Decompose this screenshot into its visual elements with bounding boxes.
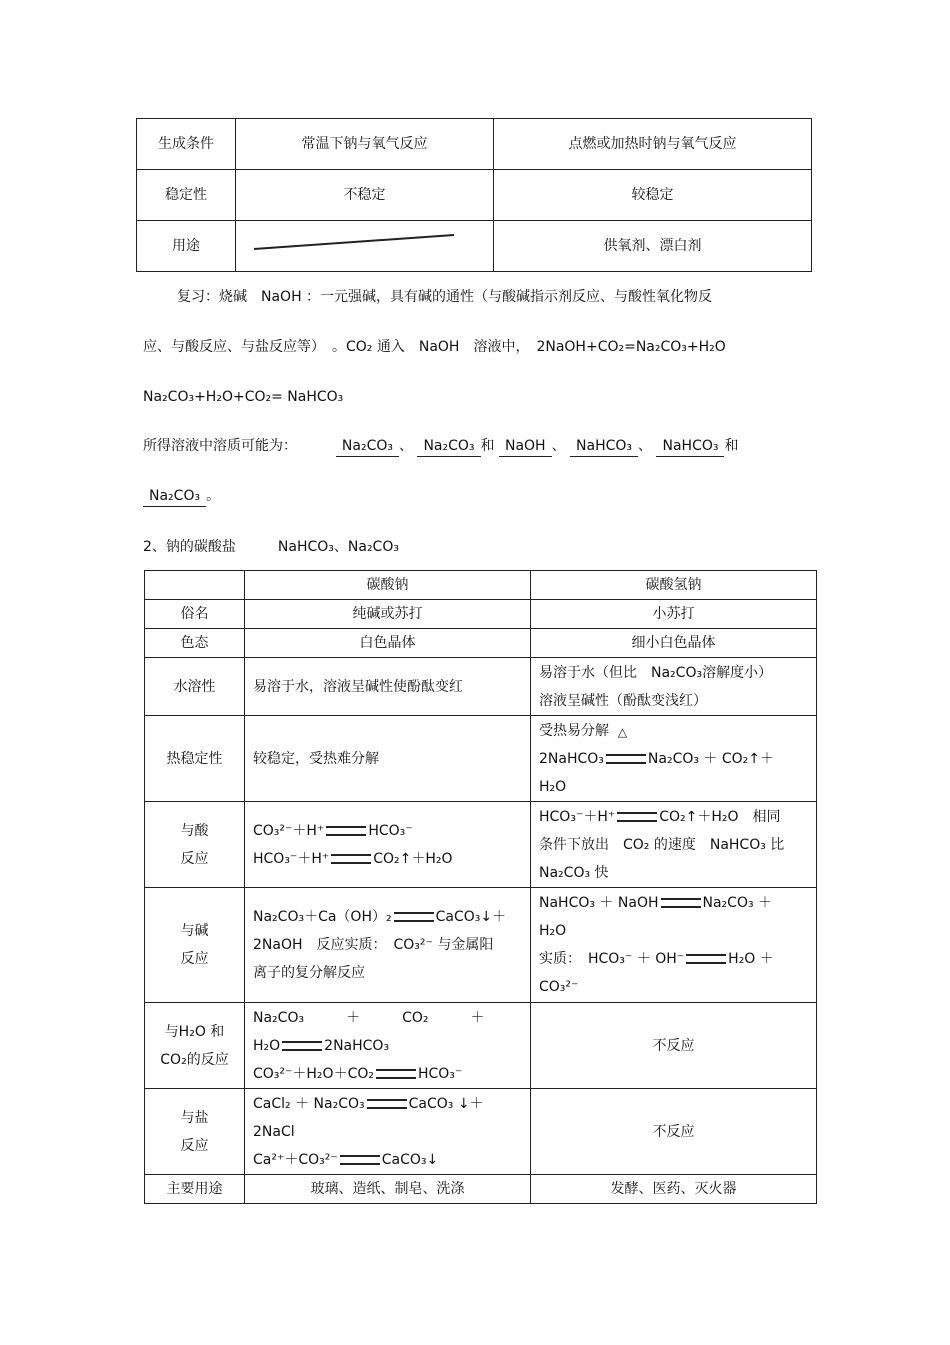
table-row: [145, 600, 817, 629]
table-row: [145, 802, 817, 888]
equation-part: NaHCO₃ ＋ NaOH: [539, 895, 659, 911]
row-label: [145, 888, 245, 1003]
table-row: [145, 1089, 817, 1175]
cell-line: H₂O: [539, 778, 567, 795]
cell: [531, 802, 817, 888]
equation-part: CO₂↑＋H₂O 相同: [659, 808, 781, 825]
equation-part: Na₂CO₃＋Ca（OH）₂: [253, 909, 392, 925]
cell-line: 易溶于水（但比 Na₂CO₃溶解度小）: [539, 664, 773, 681]
row-label: 俗名: [145, 600, 245, 629]
separator: 和: [480, 438, 495, 454]
solutes-line-2: [143, 486, 220, 507]
cell-line: 受热易分解: [539, 722, 609, 739]
column-header: 碳酸氢钠: [531, 571, 817, 600]
separator: 和: [724, 438, 739, 454]
strike-line: [244, 229, 464, 253]
cell: 发酵、医药、灭火器: [531, 1175, 817, 1204]
cell-line: [253, 1032, 522, 1060]
equation-part: Ca²⁺＋CO₃²⁻: [253, 1151, 338, 1168]
equals-sign: [376, 1069, 416, 1079]
label-line: 反应: [180, 850, 209, 867]
cell-line: [539, 945, 808, 973]
separator: 、: [398, 438, 413, 454]
solute-answer: Na₂CO₃: [417, 436, 480, 457]
corner-cell: [145, 571, 245, 600]
row-label: 水溶性: [145, 658, 245, 716]
cell-line: [253, 1146, 522, 1174]
cell-line: [253, 845, 522, 873]
equation-part: CaCl₂ ＋ Na₂CO₃: [253, 1095, 365, 1112]
column-header: 碳酸钠: [245, 571, 531, 600]
cell-line: [253, 1090, 522, 1118]
solute-answer: NaHCO₃: [570, 436, 638, 457]
cell-line: 2NaCl: [253, 1123, 295, 1140]
equation-part: CaCO₃ ↓＋: [408, 1095, 484, 1112]
solute-answer: NaHCO₃: [656, 436, 724, 457]
label-line: 与盐: [180, 1109, 209, 1126]
cell-line: CO₃²⁻: [539, 979, 579, 995]
row-label: [145, 1003, 245, 1089]
equation-part: HCO₃⁻＋H⁺: [539, 808, 616, 825]
row-label: 稳定性: [137, 170, 236, 221]
cell: 不稳定: [236, 170, 494, 221]
equals-sign: [686, 954, 726, 964]
row-label: [145, 1089, 245, 1175]
equation-part: HCO₃⁻: [368, 822, 413, 839]
cell-line: [539, 889, 808, 917]
cell: [245, 1003, 531, 1089]
table-row: [145, 1175, 817, 1204]
cell: 较稳定: [494, 170, 812, 221]
equation-part: HCO₃⁻＋H⁺: [253, 850, 330, 867]
cell-line: 2NaOH 反应实质： CO₃²⁻ 与金属阳: [253, 937, 494, 953]
table-row: [145, 571, 817, 600]
label-line: 与H₂O 和: [164, 1023, 225, 1040]
separator: 。: [206, 488, 221, 504]
cell: 玻璃、造纸、制皂、洗涤: [245, 1175, 531, 1204]
cell: [531, 716, 817, 802]
cell: 供氧剂、漂白剂: [494, 221, 812, 272]
equals-sign: [617, 812, 657, 822]
cell: 点燃或加热时钠与氧气反应: [494, 119, 812, 170]
separator: 、: [551, 438, 566, 454]
equals-sign: [661, 898, 701, 908]
cell-line: H₂O: [539, 923, 567, 939]
table-row: [137, 170, 812, 221]
heat-condition: [604, 724, 648, 773]
cell-line: [253, 1060, 522, 1088]
cell-line: Na₂CO₃ ＋ CO₂ ＋: [253, 1009, 485, 1026]
equals-sign: [367, 1099, 407, 1109]
equals-sign: [340, 1155, 380, 1165]
row-label: 热稳定性: [145, 716, 245, 802]
cell: 细小白色晶体: [531, 629, 817, 658]
table-row: [137, 221, 812, 272]
cell: 纯碱或苏打: [245, 600, 531, 629]
cell: [245, 1089, 531, 1175]
cell: 常温下钠与氧气反应: [236, 119, 494, 170]
cell: 白色晶体: [245, 629, 531, 658]
equation-part: HCO₃⁻: [417, 1065, 463, 1082]
cell: [245, 802, 531, 888]
label-line: CO₂的反应: [160, 1051, 229, 1068]
table-row: [137, 119, 812, 170]
solutes-line: [143, 436, 738, 457]
cell: 较稳定，受热难分解: [245, 716, 531, 802]
equation-part: CaCO₃↓: [381, 1151, 439, 1168]
row-label: 生成条件: [137, 119, 236, 170]
delta-icon: △: [617, 724, 628, 739]
section-title: 2、钠的碳酸盐 NaHCO₃、Na₂CO₃: [143, 539, 399, 555]
equation-part: H₂O: [253, 1037, 281, 1054]
row-label: 用途: [137, 221, 236, 272]
solute-answer: NaOH: [499, 436, 552, 457]
table-row: [145, 888, 817, 1003]
strike-cell: [236, 221, 494, 272]
cell: [245, 888, 531, 1003]
solutes-label: 所得溶液中溶质可能为：: [143, 438, 297, 454]
review-line-1: 复习：烧碱 NaOH ：一元强碱，具有碱的通性（与酸碱指示剂反应、与酸性氧化物反: [177, 289, 713, 305]
cell-line: 离子的复分解反应: [253, 965, 365, 981]
label-line: 反应: [180, 1137, 209, 1154]
peroxide-table: [136, 118, 812, 272]
solute-answer: Na₂CO₃: [336, 436, 399, 457]
cell: [531, 888, 817, 1003]
table-row: [145, 716, 817, 802]
label-line: 与酸: [180, 822, 209, 839]
equals-sign: [331, 854, 371, 864]
label-line: 与碱: [180, 923, 209, 939]
row-label: 色态: [145, 629, 245, 658]
equals-sign: [282, 1041, 322, 1051]
carbonate-table: [144, 570, 817, 1204]
equation-part: CO₃²⁻＋H₂O＋CO₂: [253, 1065, 374, 1082]
equation-part: 2NaHCO₃: [539, 750, 604, 767]
equation-part: Na₂CO₃ ＋: [702, 895, 773, 911]
cell-line: [253, 817, 522, 845]
cell: 不反应: [531, 1003, 817, 1089]
table-row: [145, 658, 817, 716]
equation-part: 2NaHCO₃: [324, 1037, 390, 1054]
separator: 、: [638, 438, 653, 454]
solute-answer: Na₂CO₃: [143, 486, 206, 507]
equals-sign: [326, 826, 366, 836]
cell-line: 条件下放出 CO₂ 的速度 NaHCO₃ 比: [539, 836, 785, 853]
equation-part: CO₃²⁻＋H⁺: [253, 822, 325, 839]
equation-part: 实质： HCO₃⁻ ＋ OH⁻: [539, 951, 685, 967]
review-line-3: Na₂CO₃+H₂O+CO₂= NaHCO₃: [143, 389, 344, 405]
cell: 不反应: [531, 1089, 817, 1175]
equation-part: Na₂CO₃ ＋ CO₂↑＋: [647, 750, 775, 767]
cell-line: Na₂CO₃ 快: [539, 864, 609, 881]
equation-part: H₂O ＋: [728, 951, 774, 967]
cell: [531, 658, 817, 716]
label-line: 反应: [180, 951, 209, 967]
equation-part: CO₂↑＋H₂O: [373, 850, 453, 867]
cell-line: [253, 903, 522, 931]
table-row: [145, 629, 817, 658]
cell-line: 溶液呈碱性（酚酞变浅红）: [539, 692, 707, 709]
cell: 易溶于水，溶液呈碱性使酚酞变红: [245, 658, 531, 716]
table-row: [145, 1003, 817, 1089]
review-line-2: 应、与酸反应、与盐反应等） 。CO₂ 通入 NaOH 溶液中， 2NaOH+CO₂=Na₂CO₃+H₂O: [143, 339, 726, 355]
equals-sign: [606, 754, 646, 764]
cell-line: [539, 803, 808, 831]
row-label: 主要用途: [145, 1175, 245, 1204]
equals-sign: [394, 912, 434, 922]
row-label: [145, 802, 245, 888]
cell: 小苏打: [531, 600, 817, 629]
equation-part: CaCO₃↓＋: [435, 909, 507, 925]
